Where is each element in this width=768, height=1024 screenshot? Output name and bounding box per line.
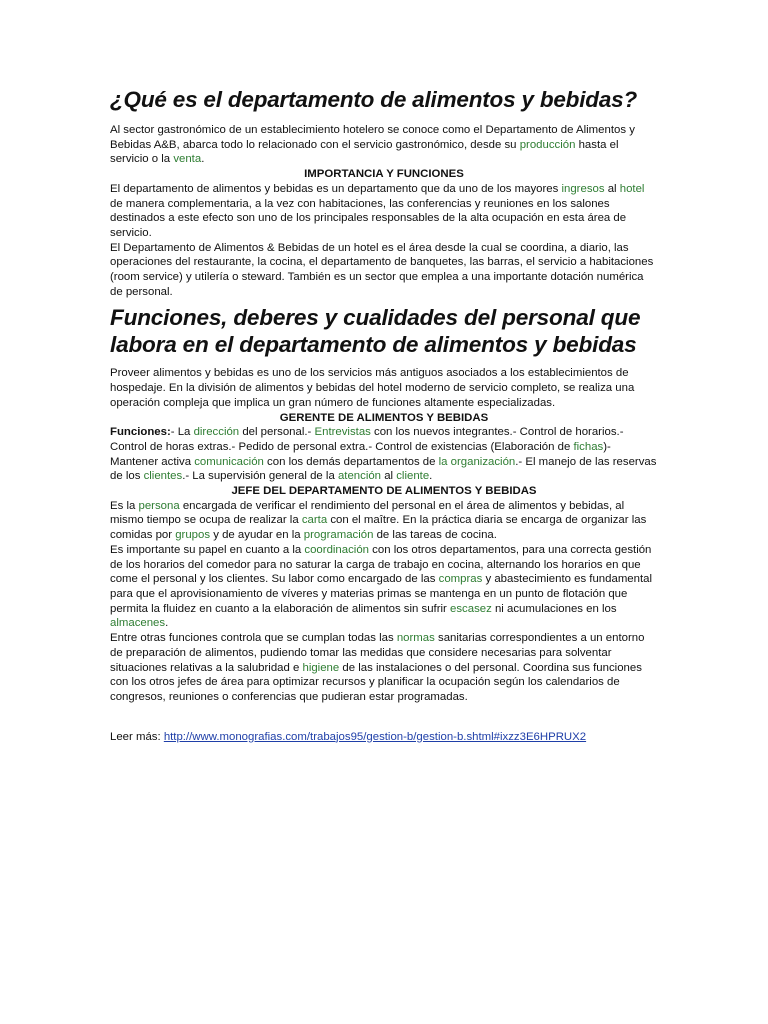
document-page <box>110 86 658 744</box>
link-direccion[interactable]: dirección <box>193 426 240 439</box>
read-more-label: Leer más: <box>110 730 164 743</box>
text-span: con los demás departamentos de <box>263 455 439 468</box>
text-span: . <box>165 617 169 630</box>
paragraph-departamento: El Departamento de Alimentos & Bebidas de un hotel es el área desde la cual se coordina, a diario, las operaciones del restaurante, la cocina, el departamento de banquetes, las barras, el servicio a habitaciones (room service) y utilería o steward. También es un sector que emplea a una importante dotación numérica de personal. <box>110 241 654 298</box>
link-persona[interactable]: persona <box>138 499 180 512</box>
text-span: del personal.- <box>239 426 315 439</box>
link-grupos[interactable]: grupos <box>175 529 211 542</box>
link-almacenes[interactable]: almacenes <box>110 617 166 630</box>
paragraph-jefe-normas <box>110 631 658 705</box>
read-more-line <box>110 730 658 745</box>
link-atencion[interactable]: atención <box>337 470 382 483</box>
section-heading-importancia: IMPORTANCIA Y FUNCIONES <box>304 168 464 181</box>
text-span: .- La supervisión general de la <box>182 470 338 483</box>
section-heading-gerente: GERENTE DE ALIMENTOS Y BEBIDAS <box>279 411 489 424</box>
link-clientes[interactable]: clientes <box>143 470 183 483</box>
paragraph-importancia <box>110 182 658 241</box>
section-title-funciones: Funciones, deberes y cualidades del personal que labora en el departamento de alimentos y bebidas <box>110 305 641 358</box>
link-cliente[interactable]: cliente <box>396 470 430 483</box>
link-coordinacion[interactable]: coordinación <box>304 543 369 556</box>
text-span: hasta el servicio o la <box>110 138 619 166</box>
section-heading-jefe: JEFE DEL DEPARTAMENTO DE ALIMENTOS Y BEBIDAS <box>231 485 537 498</box>
text-span: con los otros departamentos, para una correcta gestión de los horarios del comedor para no saturar la carga de trabajo en cocina, alternando los horarios en que come el personal y los clientes. Su labor como encargado de las <box>110 543 652 586</box>
read-more-link[interactable]: http://www.monografias.com/trabajos95/gestion-b/gestion-b.shtml#ixzz3E6HPRUX2 <box>163 730 587 743</box>
text-span: .- El manejo de las reservas de los <box>110 455 657 483</box>
text-span: y de ayudar en la <box>210 529 304 542</box>
link-comunicacion[interactable]: comunicación <box>194 455 264 468</box>
text-span: ni acumulaciones en los <box>491 602 617 615</box>
link-fichas[interactable]: fichas <box>573 440 604 453</box>
link-ingresos[interactable]: ingresos <box>561 182 605 195</box>
text-span: sanitarias correspondientes a un entorno de preparación de alimentos, pudiendo tomar las medidas que considere necesarias para solventar situaciones relativas a la salubridad e <box>110 632 645 674</box>
text-span: . <box>201 153 205 166</box>
paragraph-intro <box>110 123 658 167</box>
text-span: Es importante su papel en cuanto a la <box>110 543 305 556</box>
text-span: Al sector gastronómico de un establecimiento hotelero se conoce como el Departamento de Alimentos y Bebidas A&B, abarca todo lo relacionado con el servicio gastronómico, desde su <box>110 124 635 151</box>
text-span: de las instalaciones o del personal. Coordina sus funciones con los otros jefes de área para optimizar recursos y planificar la ocupación según los calendarios de congresos, reuniones o conferencias que pudieran estar programadas. <box>110 661 642 703</box>
text-span: y abastecimiento es fundamental para que el aprovisionamiento de víveres y materias primas se mantenga en un punto de flotación que permita la fluidez en cuanto a la elaboración de alimentos sin sufrir <box>110 573 653 615</box>
text-span: . <box>429 470 433 483</box>
link-escasez[interactable]: escasez <box>450 602 492 615</box>
text-span: con los nuevos integrantes.- Control de horarios.- Control de horas extras.- Pedido de personal extra.- Control de existencias (Elaboración de <box>110 426 624 453</box>
link-hotel[interactable]: hotel <box>619 182 645 195</box>
text-span: con el maître. En la práctica diaria se encarga de organizar las comidas por <box>110 514 647 542</box>
link-higiene[interactable]: higiene <box>302 661 340 674</box>
text-span: Entre otras funciones controla que se cumplan todas las <box>110 632 397 645</box>
text-span: al <box>604 182 620 195</box>
link-compras[interactable]: compras <box>438 573 483 586</box>
text-span: de manera complementaria, a la vez con habitaciones, las conferencias y reuniones en los salones destinados a este efecto son uno de los principales responsables de la alta ocupación en esta área de servicio. <box>110 197 627 239</box>
text-span: El departamento de alimentos y bebidas es un departamento que da uno de los mayores <box>110 182 562 195</box>
text-span: al <box>381 470 397 483</box>
text-span: encargada de verificar el rendimiento del personal en el área de alimentos y bebidas, al mismo tiempo se ocupa de realizar la <box>110 499 625 527</box>
page-title: ¿Qué es el departamento de alimentos y bebidas? <box>110 87 637 112</box>
text-span: - La <box>170 426 194 439</box>
link-la-organizacion[interactable]: la organización <box>438 455 516 468</box>
link-produccion[interactable]: producción <box>519 138 576 151</box>
text-span: de las tareas de cocina. <box>373 529 497 542</box>
link-carta[interactable]: carta <box>301 514 328 527</box>
bold-label: Funciones: <box>110 426 171 439</box>
paragraph-jefe-persona <box>110 499 658 543</box>
paragraph-proveer: Proveer alimentos y bebidas es uno de los servicios más antiguos asociados a los establecimientos de hospedaje. En la división de alimentos y bebidas del hotel moderno de servicio completo, se realiza una operación compleja que implica un gran número de funciones altamente especializadas. <box>110 367 635 409</box>
paragraph-funciones-gerente <box>110 425 658 484</box>
text-span: )- Mantener activa <box>110 440 611 468</box>
link-venta[interactable]: venta <box>173 153 202 166</box>
link-normas[interactable]: normas <box>396 632 435 645</box>
link-programacion[interactable]: programación <box>303 529 374 542</box>
link-entrevistas[interactable]: Entrevistas <box>314 426 371 439</box>
text-span: Es la <box>110 499 139 512</box>
paragraph-jefe-coordinacion <box>110 543 658 631</box>
